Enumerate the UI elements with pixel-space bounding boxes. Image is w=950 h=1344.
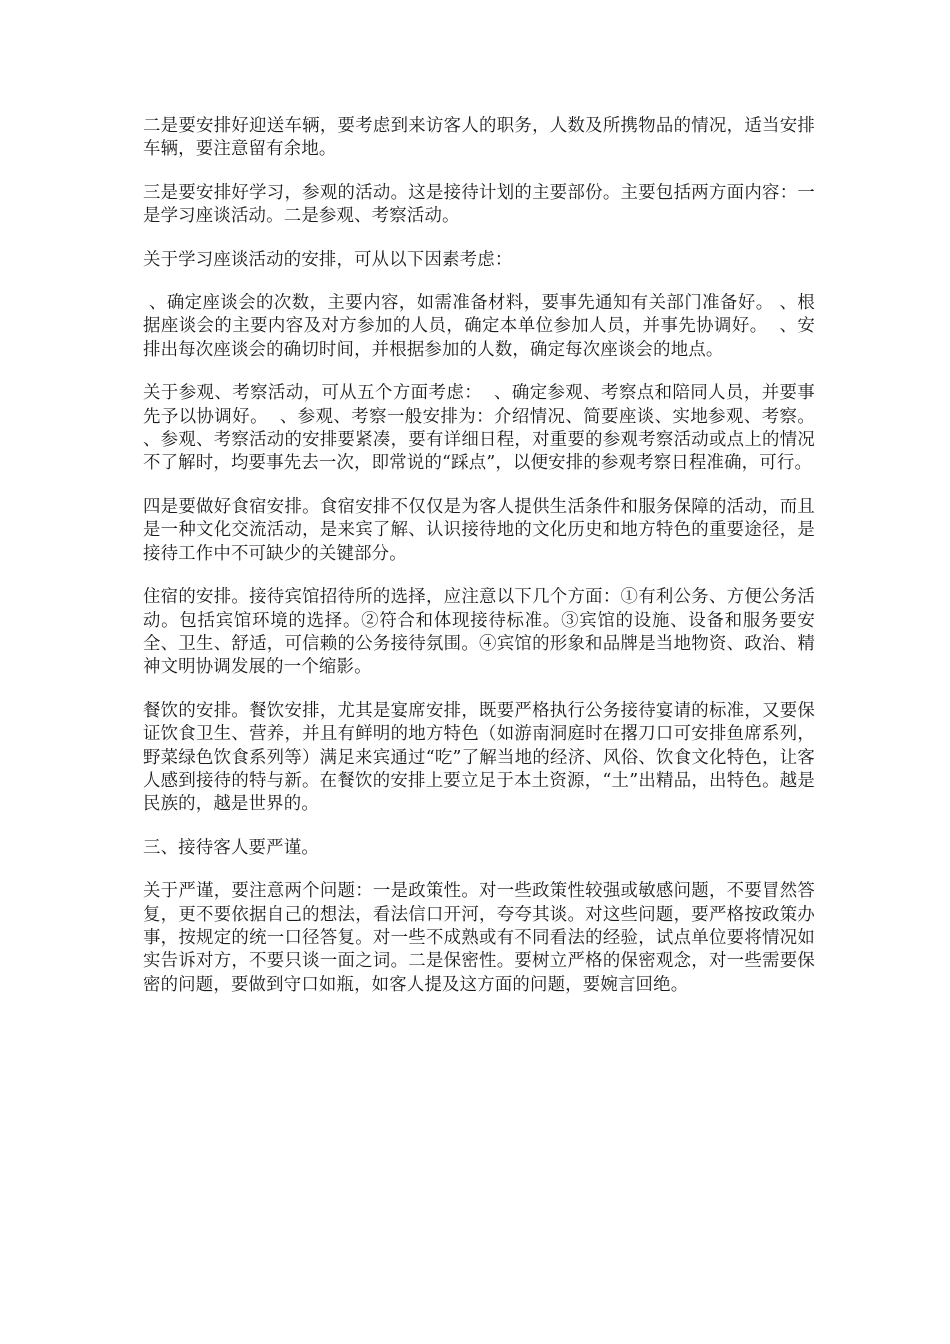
section-heading-rigor: 三、接待客人要严谨。 [143, 837, 319, 858]
paragraph-study-visits: 三是要安排好学习，参观的活动。这是接待计划的主要部份。主要包括两方面内容：一是学习座谈活动。二是参观、考察活动。 [143, 182, 815, 227]
paragraph-food-lodging: 四是要做好食宿安排。食宿安排不仅仅是为客人提供生活条件和服务保障的活动，而且是一种文化交流活动，是来宾了解、认识接待地的文化历史和地方特色的重要途径，是接待工作中不可缺少的关键部分。 [143, 496, 815, 564]
paragraph-catering: 餐饮的安排。餐饮安排，尤其是宴席安排，既要严格执行公务接待宴请的标准，又要保证饮食卫生、营养，并且有鲜明的地方特色（如游南洞庭时在撂刀口可安排鱼席系列，野菜绿色饮食系列等）满足来宾通过“吃”了解当地的经济、风俗、饮食文化特色，让客人感到接待的特与新。在餐饮的安排上要立足于本土资源，“土”出精品，出特色。越是民族的，越是世界的。 [143, 700, 815, 815]
paragraph-inspection: 关于参观、考察活动，可从五个方面考虑： 、确定参观、考察点和陪同人员，并要事先予以协调好。 、参观、考察一般安排为：介绍情况、简要座谈、实地参观、考察。 、参观、考察活动的安排要紧凑，要有详细日程，对重要的参观考察活动或点上的情况不了解时，均要事先去一次，即常说的“踩点”，以便安排的参观考察日程准确，可行。 [143, 383, 827, 474]
paragraph-vehicles: 二是要安排好迎送车辆，要考虑到来访客人的职务，人数及所携物品的情况，适当安排车辆，要注意留有余地。 [143, 116, 815, 160]
paragraph-rigor: 关于严谨，要注意两个问题：一是政策性。对一些政策性较强或敏感问题，不要冒然答复，更不要依据自己的想法，看法信口开河，夸夸其谈。对这些问题，要严格按政策办事，按规定的统一口径答复。对一些不成熟或有不同看法的经验，试点单位要将情况如实告诉对方，不要只谈一面之词。二是保密性。要树立严格的保密观念，对一些需要保密的问题，要做到守口如瓶，如客人提及这方面的问题，要婉言回绝。 [143, 881, 815, 995]
paragraph-lodging: 住宿的安排。接待宾馆招待所的选择，应注意以下几个方面：①有利公务、方便公务活动。包括宾馆环境的选择。②符合和体现接待标准。③宾馆的设施、设备和服务要安全、卫生、舒适，可信赖的公务接待氛围。④宾馆的形象和品牌是当地物资、政治、精神文明协调发展的一个缩影。 [143, 587, 815, 678]
paragraph-seminar-items: 、确定座谈会的次数，主要内容，如需准备材料，要事先通知有关部门准备好。 、根据座谈会的主要内容及对方参加的人员，确定本单位参加人员，并事先协调好。 、安排出每次座谈会的确切时间，并根据参加的人数，确定每次座谈会的地点。 [143, 293, 815, 360]
document-body [143, 115, 827, 1017]
paragraph-seminar-intro: 关于学习座谈活动的安排，可从以下因素考虑： [143, 249, 513, 270]
